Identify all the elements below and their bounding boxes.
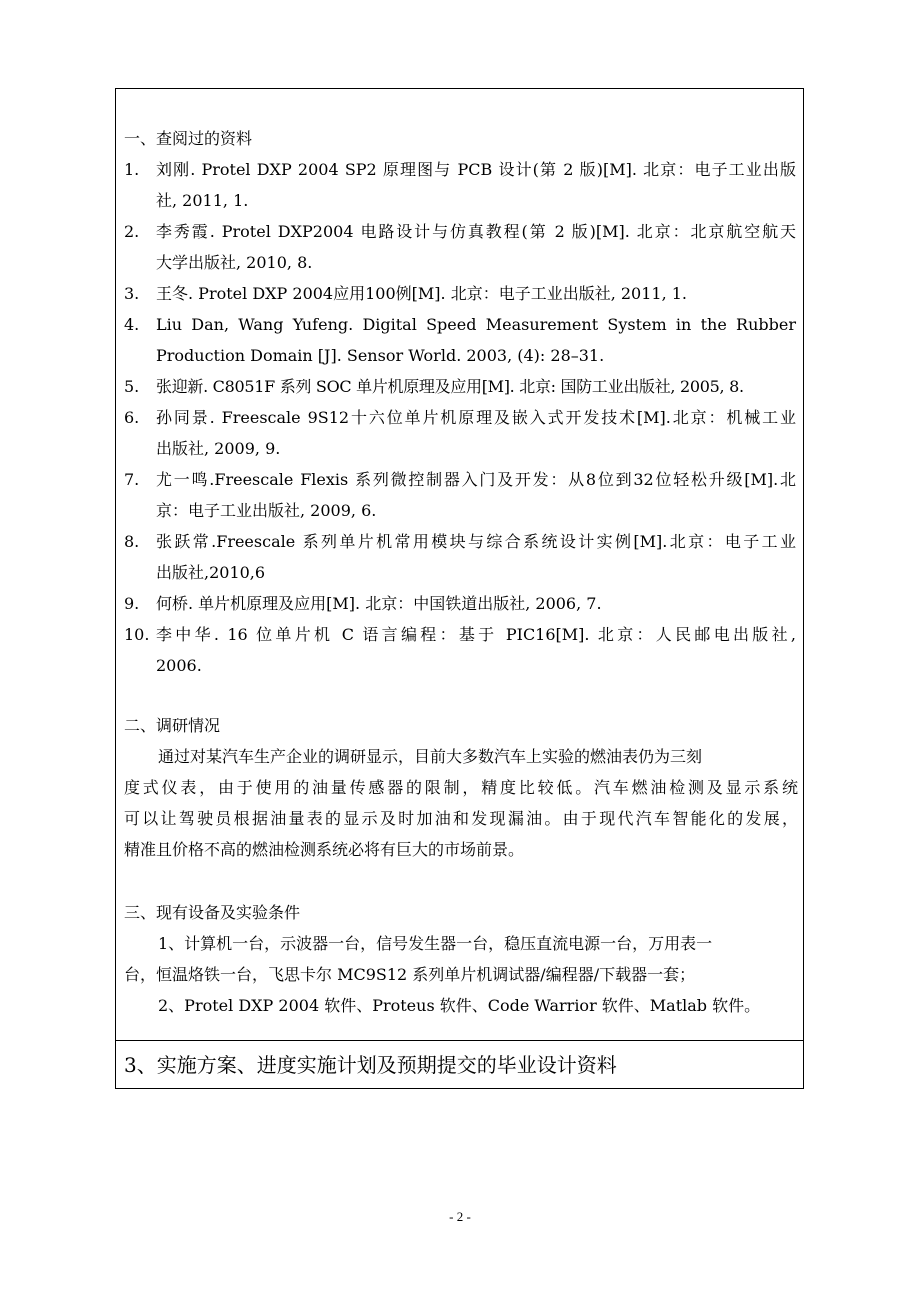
paragraph-line: 2、Protel DXP 2004 软件、Proteus 软件、Code Warrior 软件、Matlab 软件。	[158, 996, 761, 1015]
reference-line: 何桥. 单片机原理及应用[M]. 北京：中国铁道出版社, 2006, 7.	[156, 594, 602, 613]
reference-line: 李秀霞. Protel DXP2004 电路设计与仿真教程(第 2 版)[M]. 北京：北京航空航天	[156, 222, 796, 241]
form-table	[115, 88, 804, 1089]
section-title-equipment: 三、现有设备及实验条件	[124, 903, 301, 922]
paragraph-line: 度式仪表，由于使用的油量传感器的限制，精度比较低。汽车燃油检测及显示系统	[124, 778, 798, 797]
section-title-research: 二、调研情况	[124, 716, 221, 735]
reference-number: 6.	[124, 408, 140, 427]
paragraph-line: 可以让驾驶员根据油量表的显示及时加油和发现漏油。由于现代汽车智能化的发展，	[124, 809, 798, 828]
reference-line: 京：电子工业出版社, 2009, 6.	[156, 501, 377, 520]
reference-line: 王冬. Protel DXP 2004应用100例[M]. 北京：电子工业出版社, 2011, 1.	[156, 284, 688, 303]
paragraph-line: 精准且价格不高的燃油检测系统必将有巨大的市场前景。	[124, 840, 525, 859]
paragraph-line: 通过对某汽车生产企业的调研显示，目前大多数汽车上实验的燃油表仍为三刻	[158, 747, 703, 766]
reference-line: 李中华. 16 位单片机 C 语言编程：基于 PIC16[M]. 北京：人民邮电出版社,	[156, 625, 796, 644]
reference-number: 7.	[124, 470, 140, 489]
section-title-references: 一、查阅过的资料	[124, 129, 253, 148]
reference-line: 出版社, 2009, 9.	[156, 439, 281, 458]
paragraph-line: 台，恒温烙铁一台，飞思卡尔 MC9S12 系列单片机调试器/编程器/下载器一套；	[124, 965, 696, 984]
paragraph-line: 1、计算机一台，示波器一台，信号发生器一台，稳压直流电源一台，万用表一	[158, 934, 713, 953]
reference-number: 4.	[124, 315, 140, 334]
reference-line: 孙同景. Freescale 9S12十六位单片机原理及嵌入式开发技术[M].北京：机械工业	[156, 408, 796, 427]
section-heading-implementation-plan: 3、实施方案、进度实施计划及预期提交的毕业设计资料	[124, 1053, 617, 1077]
reference-number: 2.	[124, 222, 140, 241]
reference-number: 5.	[124, 377, 140, 396]
reference-line: 2006.	[156, 656, 202, 675]
reference-number: 3.	[124, 284, 140, 303]
reference-line: Liu Dan, Wang Yufeng. Digital Speed Measurement System in the Rubber	[156, 315, 796, 334]
reference-number: 8.	[124, 532, 140, 551]
reference-line: 大学出版社, 2010, 8.	[156, 253, 313, 272]
reference-line: 尤一鸣.Freescale Flexis 系列微控制器入门及开发：从8位到32位轻松升级[M].北	[156, 470, 796, 489]
page-number: - 2 -	[449, 1209, 471, 1224]
reference-line: 刘刚. Protel DXP 2004 SP2 原理图与 PCB 设计(第 2 版)[M]. 北京：电子工业出版	[156, 160, 796, 179]
reference-number: 1.	[124, 160, 140, 179]
reference-line: 张跃常.Freescale 系列单片机常用模块与综合系统设计实例[M].北京：电子工业	[156, 532, 796, 551]
reference-line: 张迎新. C8051F 系列 SOC 单片机原理及应用[M]. 北京: 国防工业出版社, 2005, 8.	[156, 377, 744, 396]
reference-line: 社, 2011, 1.	[156, 191, 249, 210]
reference-line: 出版社,2010,6	[156, 563, 266, 582]
reference-number: 10.	[124, 625, 150, 644]
table-divider	[116, 1040, 803, 1041]
reference-line: Production Domain [J]. Sensor World. 2003, (4): 28–31.	[156, 346, 605, 365]
reference-number: 9.	[124, 594, 140, 613]
